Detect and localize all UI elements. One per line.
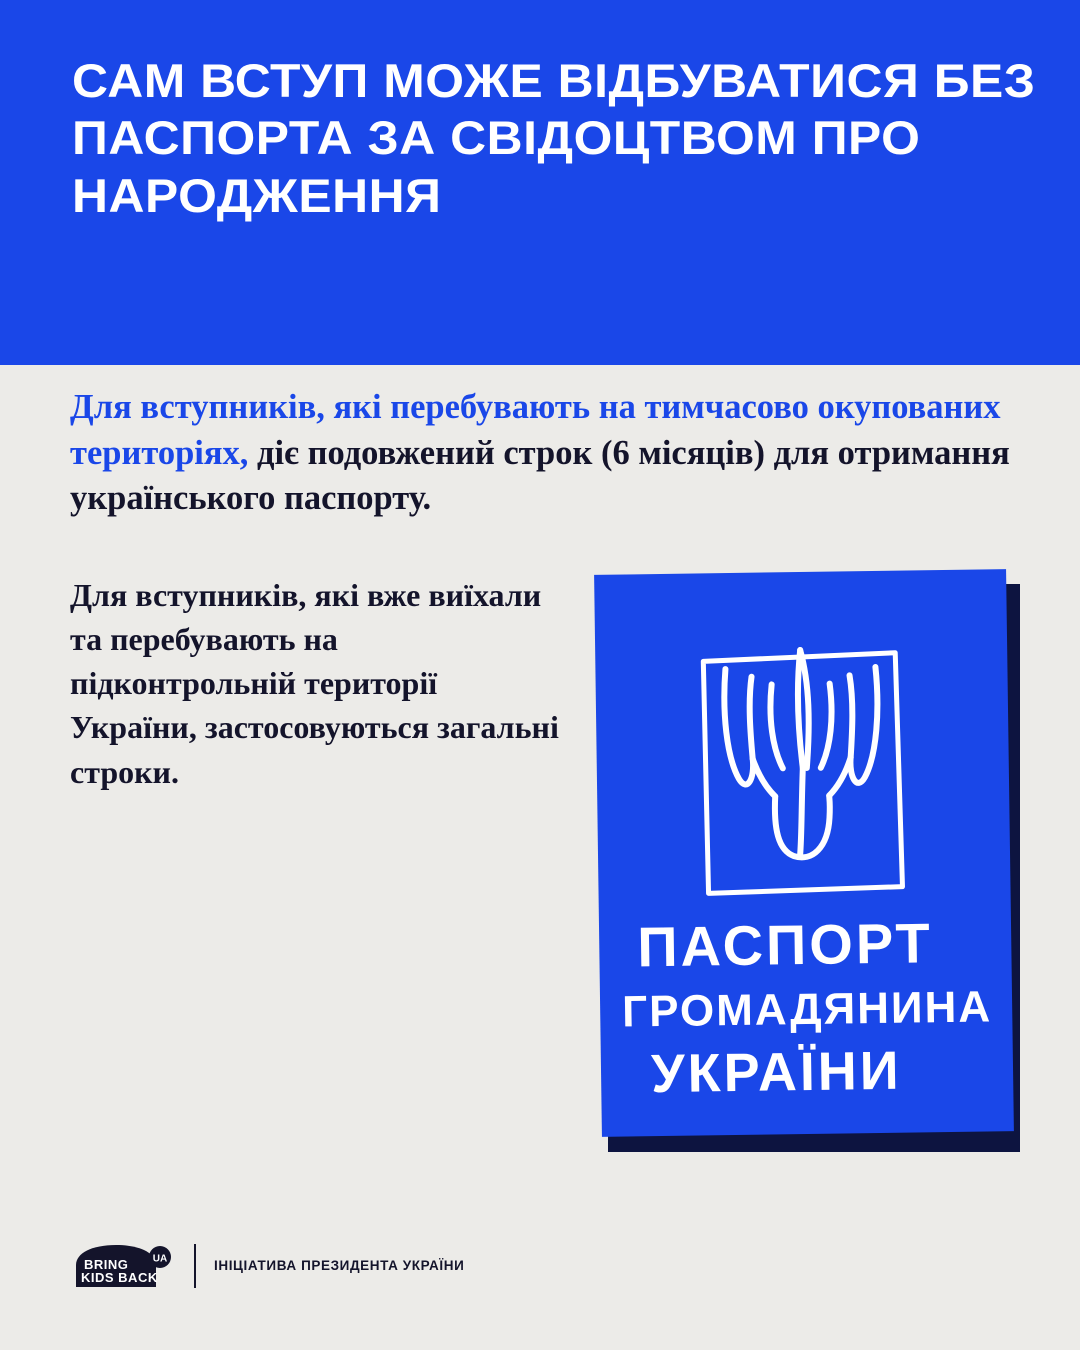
secondary-paragraph: Для вступників, які вже виїхали та перебувають на підконтрольній території України, застосовуються загальні строки. — [70, 577, 559, 790]
page-title: САМ ВСТУП МОЖЕ ВІДБУВАТИСЯ БЕЗ ПАСПОРТА ЗА СВІДОЦТВОМ ПРО НАРОДЖЕННЯ — [72, 54, 1036, 222]
footer — [72, 1243, 464, 1289]
passport-cover-drawing — [594, 569, 1014, 1137]
bring-kids-back-logo — [72, 1243, 176, 1289]
logo-text-line-1: BRING — [84, 1257, 129, 1272]
lead-rest-text: діє подовжений строк (6 місяців) для отримання українського паспорту. — [70, 433, 1010, 518]
footer-divider — [194, 1244, 196, 1288]
passport-text-line-1: ПАСПОРТ — [636, 911, 934, 979]
logo-shape-icon — [72, 1243, 176, 1289]
header-banner — [0, 0, 1080, 365]
initiative-label: ІНІЦІАТИВА ПРЕЗИДЕНТА УКРАЇНИ — [214, 1258, 465, 1274]
lead-highlight-text: Для вступників, які перебувають на тимчасово окупованих територіях, — [70, 388, 1001, 472]
logo-text-line-2: KIDS BACK — [81, 1270, 158, 1285]
logo-badge-text: UA — [152, 1253, 168, 1265]
passport-illustration — [598, 572, 1038, 1152]
passport-text-line-3: УКРАЇНИ — [650, 1040, 902, 1105]
passport-text-line-2: ГРОМАДЯНИНА — [621, 982, 993, 1037]
tryzub-icon — [724, 649, 880, 858]
passport-cover — [594, 569, 1014, 1137]
lead-paragraph — [70, 385, 1030, 522]
